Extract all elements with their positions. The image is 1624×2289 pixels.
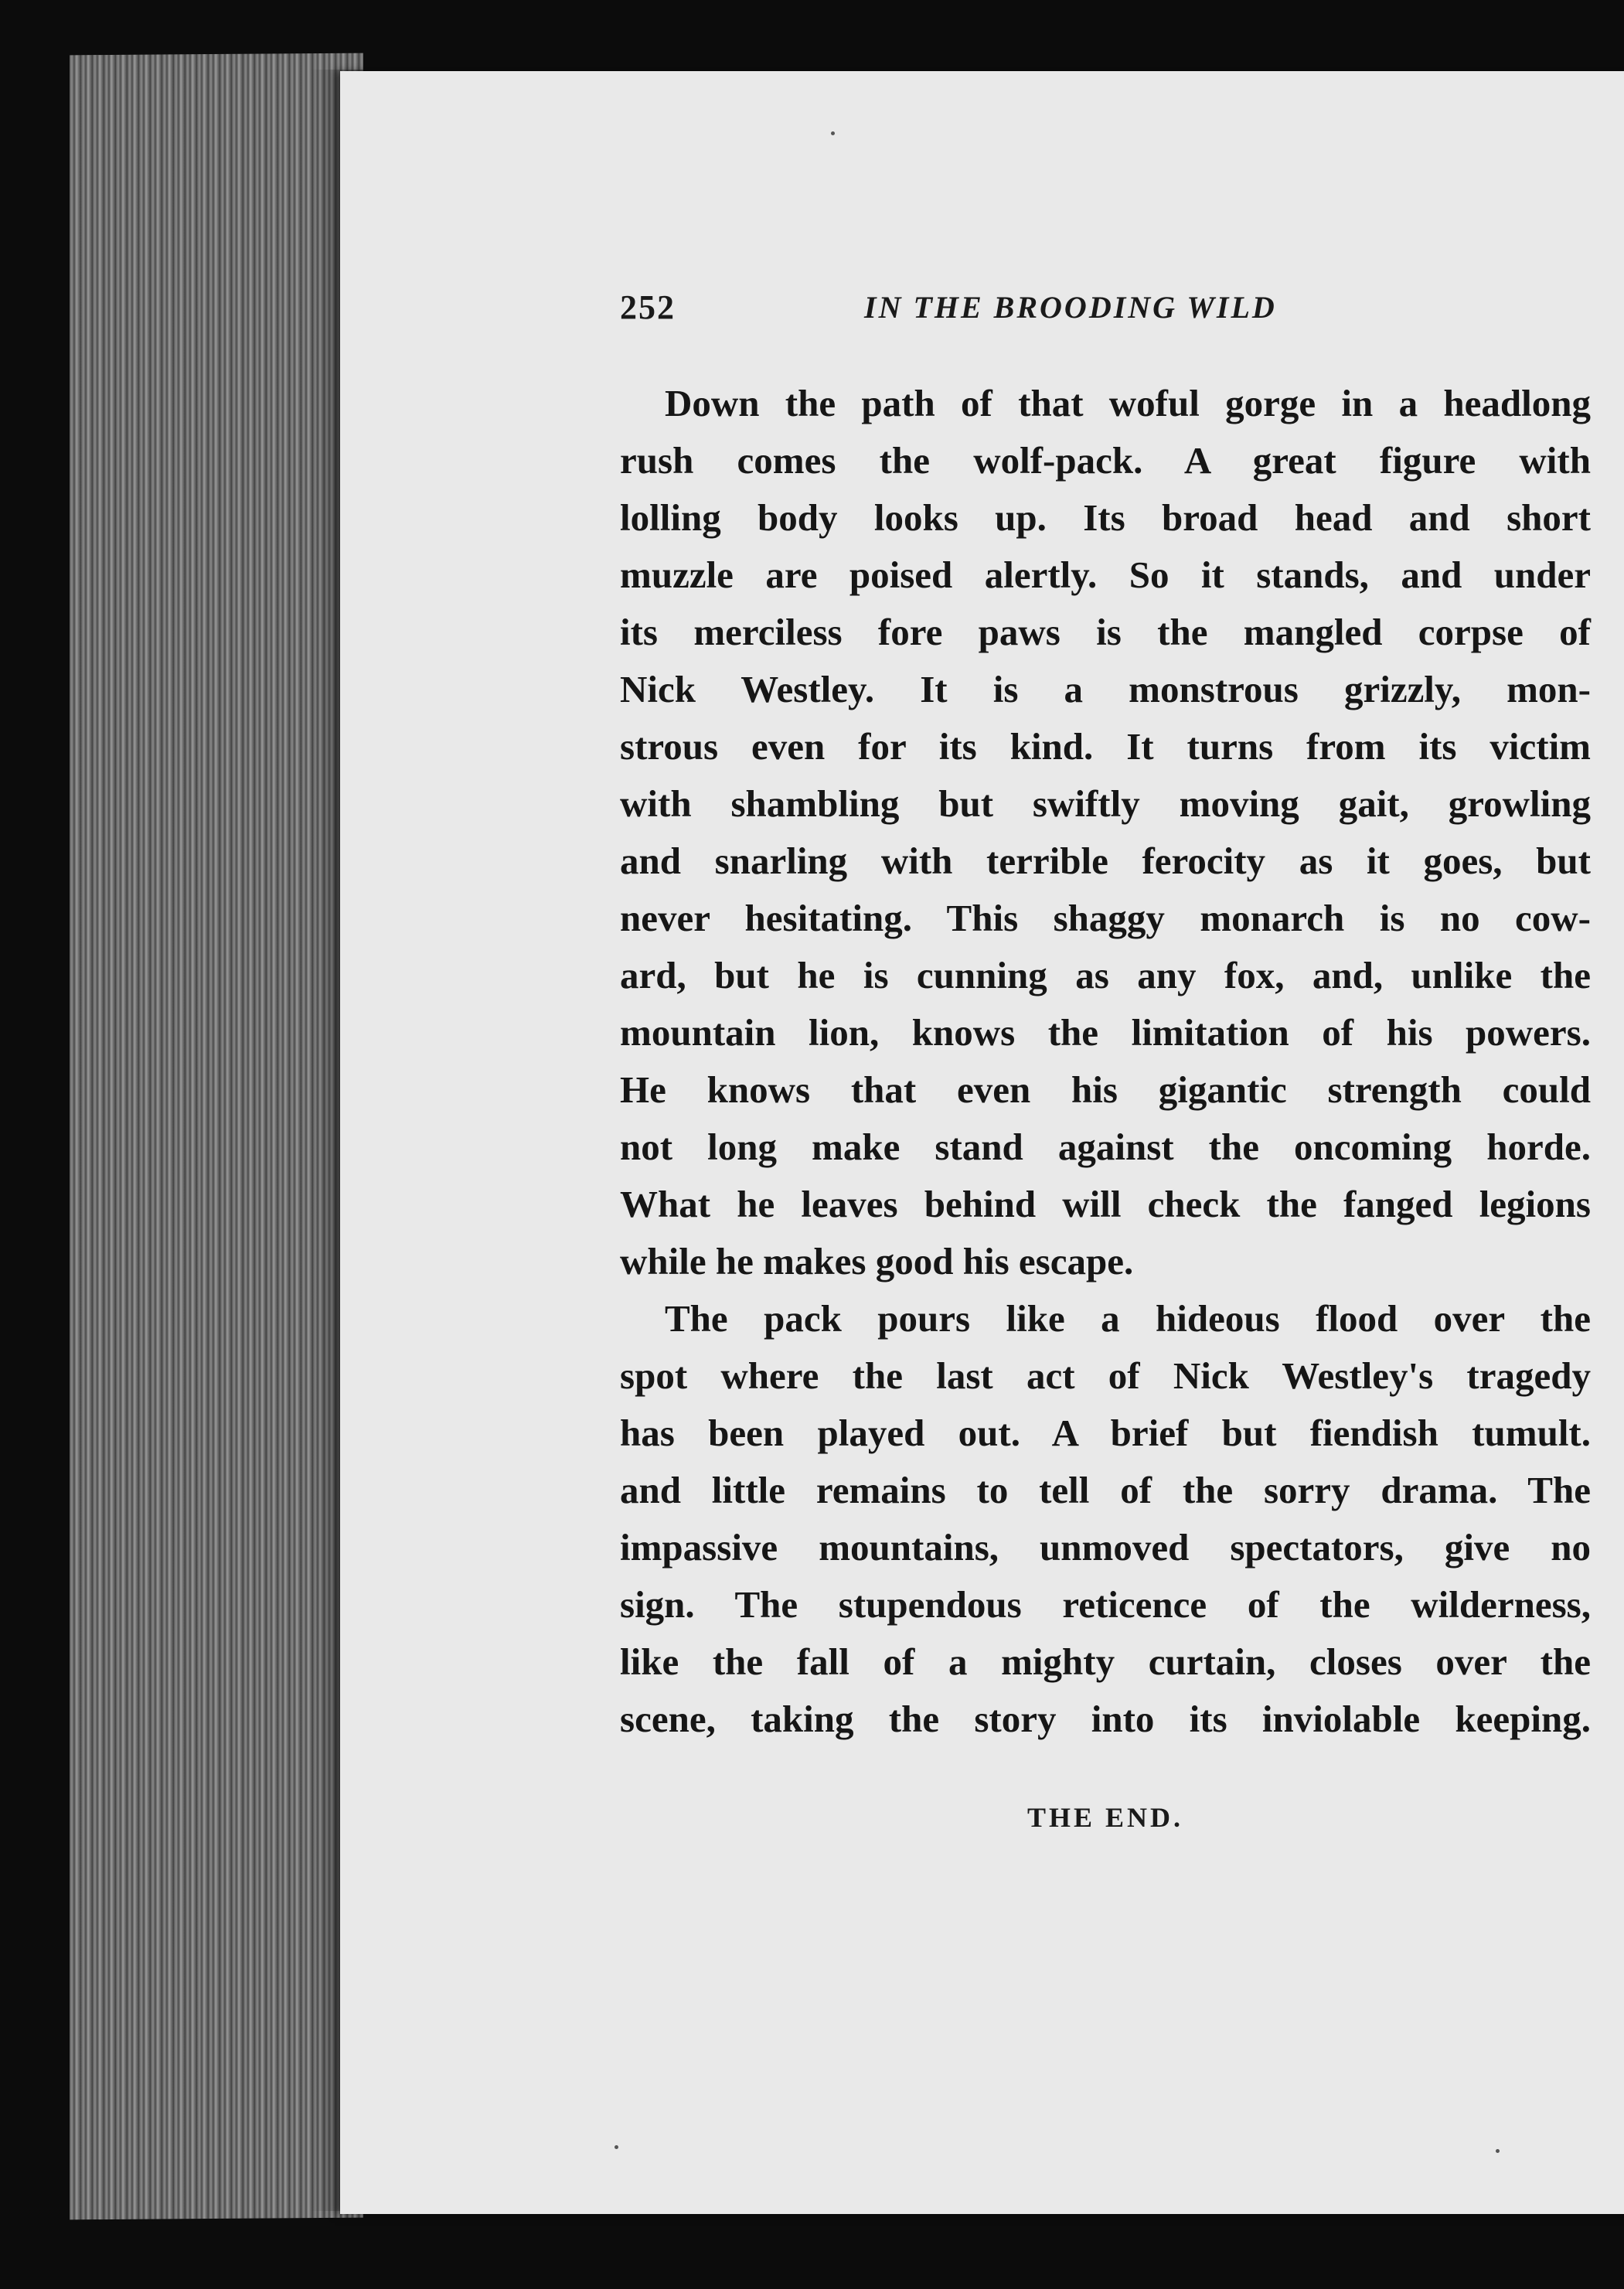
text-line: and little remains to tell of the sorry drama. The bbox=[620, 1469, 1591, 1511]
closing-text: THE END. bbox=[1026, 1802, 1184, 1833]
text-line: spot where the last act of Nick Westley's tragedy bbox=[620, 1354, 1591, 1397]
running-head bbox=[620, 288, 1393, 342]
scan-speck bbox=[615, 2145, 618, 2149]
text-line: not long make stand against the oncoming horde. bbox=[620, 1126, 1591, 1168]
text-line: its merciless fore paws is the mangled corpse of bbox=[620, 611, 1591, 653]
text-line: rush comes the wolf-pack. A great figure with bbox=[620, 439, 1591, 482]
text-line: lolling body looks up. Its broad head and short bbox=[620, 496, 1591, 539]
text-line: scene, taking the story into its inviolable keeping. bbox=[620, 1698, 1591, 1740]
text-line: like the fall of a mighty curtain, closes over the bbox=[620, 1640, 1591, 1683]
text-line: The pack pours like a hideous flood over the bbox=[665, 1297, 1591, 1340]
text-line: has been played out. A brief but fiendish tumult. bbox=[620, 1412, 1591, 1454]
text-line: with shambling but swiftly moving gait, growling bbox=[620, 782, 1591, 825]
scan-speck bbox=[1496, 2149, 1500, 2153]
text-line: never hesitating. This shaggy monarch is no cow- bbox=[620, 897, 1591, 939]
body-text bbox=[620, 375, 1591, 1748]
text-line: and snarling with terrible ferocity as it goes, but bbox=[620, 840, 1591, 882]
text-line: mountain lion, knows the limitation of his powers. bbox=[620, 1011, 1591, 1054]
text-line: strous even for its kind. It turns from its victim bbox=[620, 725, 1591, 768]
text-line: sign. The stupendous reticence of the wilderness, bbox=[620, 1583, 1591, 1626]
text-line: What he leaves behind will check the fanged legions bbox=[620, 1183, 1591, 1225]
page-number: 252 bbox=[620, 288, 676, 326]
text-line: Nick Westley. It is a monstrous grizzly, mon- bbox=[620, 668, 1591, 710]
text-line: Down the path of that woful gorge in a headlong bbox=[665, 382, 1591, 424]
text-line: ard, but he is cunning as any fox, and, unlike the bbox=[620, 954, 1591, 996]
text-line: impassive mountains, unmoved spectators, give no bbox=[620, 1526, 1591, 1569]
text-line: He knows that even his gigantic strength could bbox=[620, 1068, 1591, 1111]
text-line: muzzle are poised alertly. So it stands, and under bbox=[620, 554, 1591, 596]
running-title: IN THE BROODING WILD bbox=[864, 290, 1277, 325]
scan-speck bbox=[831, 131, 835, 135]
text-line: while he makes good his escape. bbox=[620, 1240, 1134, 1282]
